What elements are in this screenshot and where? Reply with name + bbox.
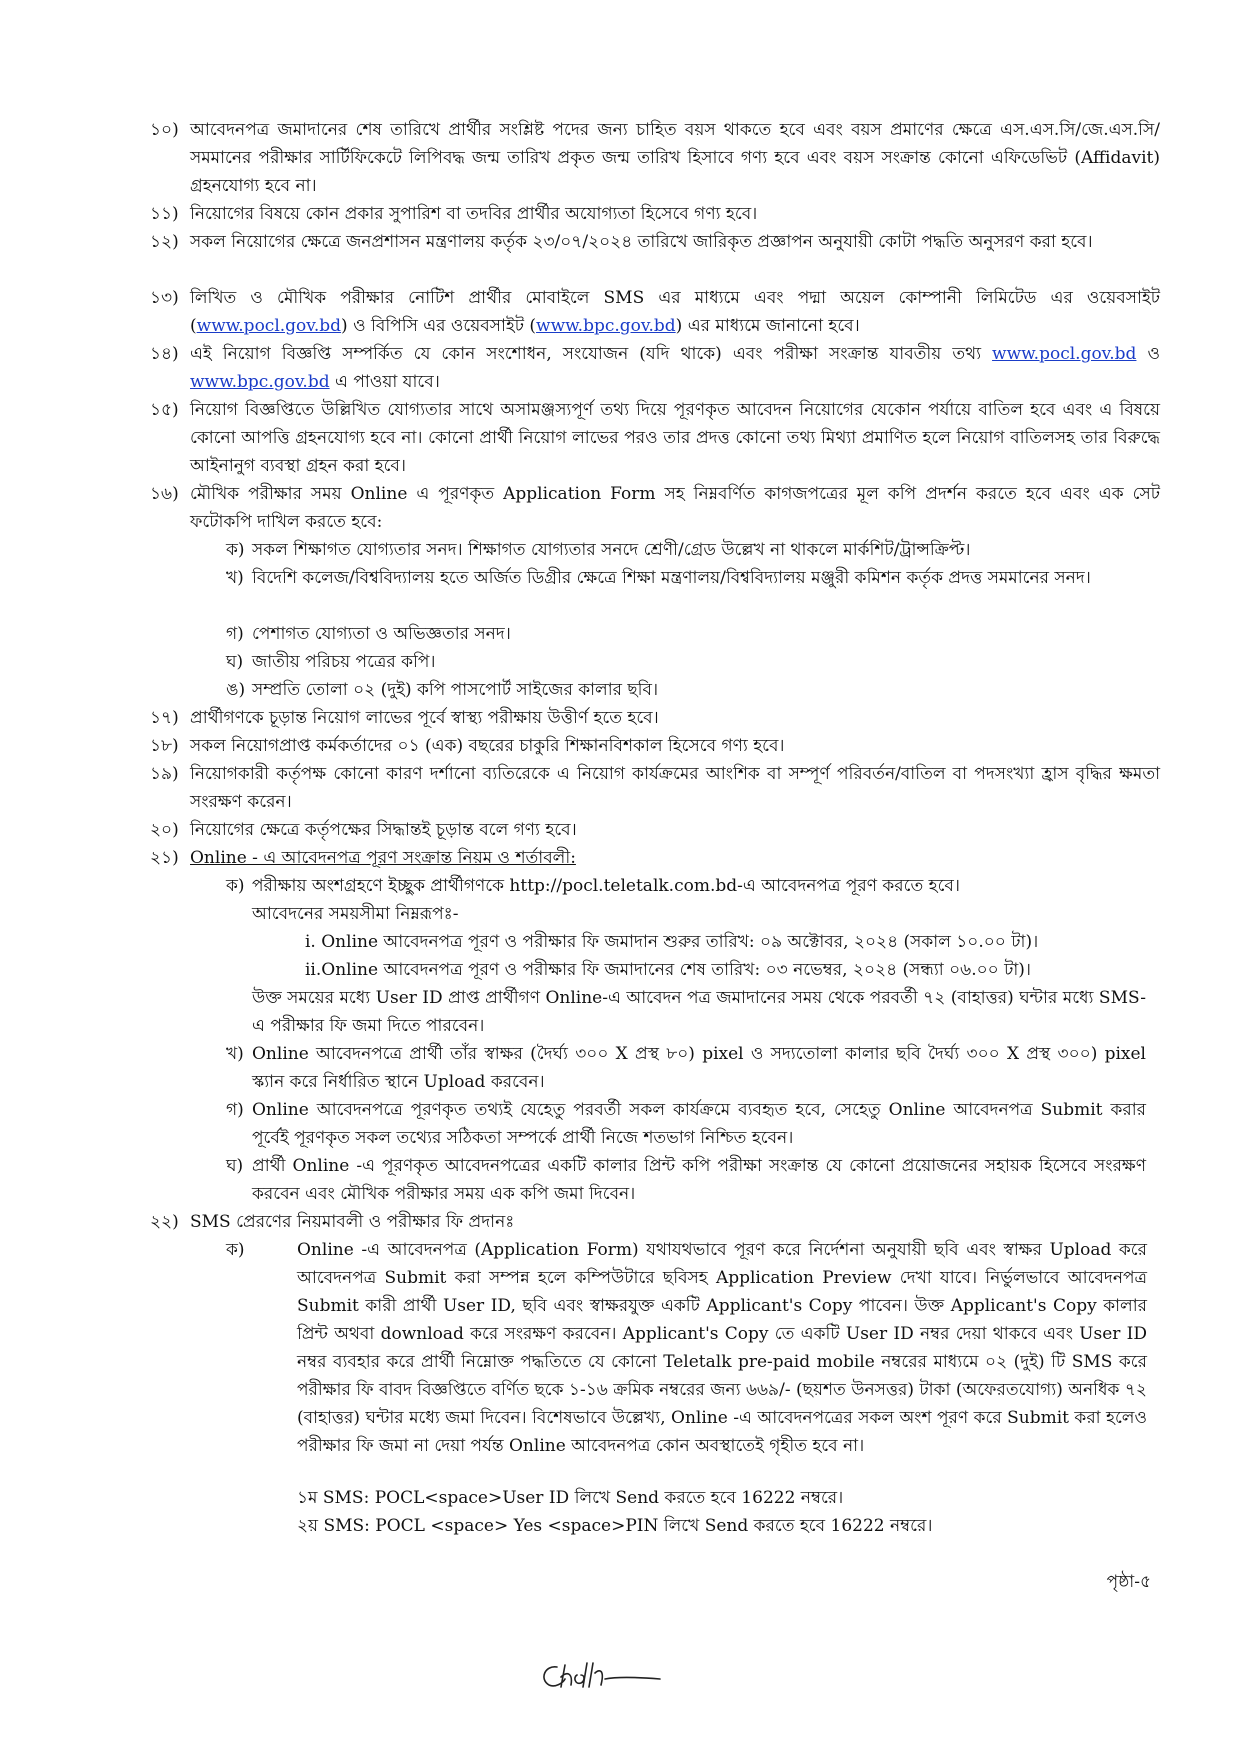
sub-text: পেশাগত যোগ্যতা ও অভিজ্ঞতার সনদ।: [252, 624, 511, 644]
clause-16-sub-ka: [226, 536, 1146, 564]
clause-18: [150, 732, 1160, 760]
sms-instruction-2: ২য় SMS: POCL <space> Yes <space>PIN লিখে Send করতে হবে 16222 নম্বরে।: [297, 1516, 933, 1536]
clause-number: ২১): [150, 848, 179, 868]
sub-text: Online আবেদনপত্রে পূরণকৃত তথ্যই যেহেতু পরবর্তী সকল কার্যক্রমে ব্যবহৃত হবে, সেহেতু Online আবেদনপত্র Submit করার পূর্বেই পূরণকৃত সকল তথ্যের সঠিকতা সম্পর্কে প্রার্থী নিজে শতভাগ নিশ্চিত হবেন।: [252, 1100, 1146, 1148]
bpc-website-link[interactable]: www.bpc.gov.bd: [536, 316, 676, 336]
clause-16-sub-kha: [226, 564, 1146, 592]
clause-text: আবেদনপত্র জমাদানের শেষ তারিখে প্রার্থীর সংশ্লিষ্ট পদের জন্য চাহিত বয়স থাকতে হবে এবং বয়স প্রমাণের ক্ষেত্রে এস.এস.সি/জে.এস.সি/সমমানের পরীক্ষার সার্টিফিকেটে লিপিবদ্ধ জন্ম তারিখ প্রকৃত জন্ম তারিখ হিসাবে গণ্য হবে এবং বয়স সংক্রান্ত কোনো এফিডেভিট (Affidavit) গ্রহনযোগ্য হবে না।: [190, 120, 1160, 196]
clause-number: ১৬): [150, 484, 179, 504]
clause-text: নিয়োগের বিষয়ে কোন প্রকার সুপারিশ বা তদবির প্রার্থীর অযোগ্যতা হিসেবে গণ্য হবে।: [190, 204, 758, 224]
clause-16-sub-ga: [226, 620, 1146, 648]
sub-text: সকল শিক্ষাগত যোগ্যতার সনদ। শিক্ষাগত যোগ্যতার সনদে শ্রেণী/গ্রেড উল্লেখ না থাকলে মার্কশিট/ট্রান্সক্রিপ্ট।: [252, 540, 971, 560]
clause-20: [150, 816, 1160, 844]
bpc-website-link[interactable]: www.bpc.gov.bd: [190, 372, 330, 392]
clause-number: ১২): [150, 232, 179, 252]
clause-16-sub-gha: [226, 648, 1146, 676]
clause-15: [150, 396, 1160, 480]
sub-number: ক): [226, 540, 245, 560]
pocl-website-link[interactable]: www.pocl.gov.bd: [196, 316, 342, 336]
clause-21-sub-ga: [226, 1096, 1146, 1152]
pocl-website-link[interactable]: www.pocl.gov.bd: [992, 344, 1137, 364]
clause-17: [150, 704, 1160, 732]
clause-14: [150, 340, 1160, 396]
clause-number: ১৭): [150, 708, 179, 728]
clause-10: [150, 116, 1160, 200]
sub-number: খ): [226, 568, 244, 588]
clause-number: ১১): [150, 204, 179, 224]
clause-text: প্রার্থীগণকে চূড়ান্ত নিয়োগ লাভের পূর্বে স্বাস্থ্য পরীক্ষায় উত্তীর্ণ হতে হবে।: [190, 708, 659, 728]
sub-number: ক): [226, 876, 245, 896]
sub-text: Online আবেদনপত্রে প্রার্থী তাঁর স্বাক্ষর (দৈর্ঘ্য ৩০০ X প্রস্থ ৮০) pixel ও সদ্যতোলা কালার ছবি দৈর্ঘ্য ৩০০ X প্রস্থ ৩০০) pixel স্ক্যান করে নির্ধারিত স্থানে Upload করবেন।: [252, 1044, 1146, 1092]
sub-number: গ): [226, 624, 244, 644]
sub-number: ঙ): [226, 680, 246, 700]
sub-text: পরীক্ষায় অংশগ্রহণে ইচ্ছুক প্রার্থীগণকে http://pocl.teletalk.com.bd-এ আবেদনপত্র পূরণ করতে হবে।: [252, 876, 960, 896]
timeline-label: আবেদনের সময়সীমা নিম্নরূপঃ-: [252, 904, 459, 924]
clause-21-sub-ka: [226, 872, 1146, 900]
clause-13: [150, 284, 1160, 340]
clause-text: সকল নিয়োগপ্রাপ্ত কর্মকর্তাদের ০১ (এক) বছরের চাকুরি শিক্ষানবিশকাল হিসেবে গণ্য হবে।: [190, 736, 785, 756]
clause-21-sub-gha: [226, 1152, 1146, 1208]
clause-21-heading: Online - এ আবেদনপত্র পূরণ সংক্রান্ত নিয়ম ও শর্তাবলী:: [190, 848, 576, 868]
clause-number: ১০): [150, 120, 179, 140]
sub-text: সম্প্রতি তোলা ০২ (দুই) কপি পাসপোর্ট সাইজের কালার ছবি।: [252, 680, 659, 700]
clause-text: এই নিয়োগ বিজ্ঞপ্তি সম্পর্কিত যে কোন সংশোধন, সংযোজন (যদি থাকে) এবং পরীক্ষা সংক্রান্ত যাবতীয় তথ্য www.pocl.gov.bd ও www.bpc.gov.bd এ পাওয়া যাবে।: [190, 344, 1160, 392]
clause-19: [150, 760, 1160, 816]
sub-text: জাতীয় পরিচয় পত্রের কপি।: [252, 652, 436, 672]
clause-text: লিখিত ও মৌখিক পরীক্ষার নোটিশ প্রার্থীর মোবাইলে SMS এর মাধ্যমে এবং পদ্মা অয়েল কোম্পানী লিমিটেড এর ওয়েবসাইট (www.pocl.gov.bd) ও বিপিসি এর ওয়েবসাইট (www.bpc.gov.bd) এর মাধ্যমে জানানো হবে।: [190, 288, 1160, 336]
sub-number: গ): [226, 1100, 244, 1120]
clause-text: মৌখিক পরীক্ষার সময় Online এ পূরণকৃত Application Form সহ নিম্নবর্ণিত কাগজপত্রের মূল কপি প্রদর্শন করতে হবে এবং এক সেট ফটোকপি দাখিল করতে হবে:: [190, 484, 1160, 532]
sub-number: ঘ): [226, 1156, 244, 1176]
clause-text: নিয়োগের ক্ষেত্রে কর্তৃপক্ষের সিদ্ধান্তই চূড়ান্ত বলে গণ্য হবে।: [190, 820, 577, 840]
sub-number: ঘ): [226, 652, 244, 672]
clause-12: [150, 228, 1160, 256]
clause-11: [150, 200, 1160, 228]
timeline-note: উক্ত সময়ের মধ্যে User ID প্রাপ্ত প্রার্থীগণ Online-এ আবেদন পত্র জমাদানের সময় থেকে পরবর্তী ৭২ (বাহাত্তর) ঘন্টার মধ্যে SMS-এ পরীক্ষার ফি জমা দিতে পারবেন।: [252, 988, 1146, 1036]
sub-text: বিদেশি কলেজ/বিশ্ববিদ্যালয় হতে অর্জিত ডিগ্রীর ক্ষেত্রে শিক্ষা মন্ত্রণালয়/বিশ্ববিদ্যালয় মঞ্জুরী কমিশন কর্তৃক প্রদত্ত সমমানের সনদ।: [252, 568, 1091, 588]
clause-number: ১৫): [150, 400, 179, 420]
clause-text: সকল নিয়োগের ক্ষেত্রে জনপ্রশাসন মন্ত্রণালয় কর্তৃক ২৩/০৭/২০২৪ তারিখে জারিকৃত প্রজ্ঞাপন অনুযায়ী কোটা পদ্ধতি অনুসরণ করা হবে।: [190, 232, 1093, 252]
sub-number: ক): [226, 1240, 245, 1260]
clause-number: ১৯): [150, 764, 179, 784]
clause-number: ১৩): [150, 288, 179, 308]
timeline-start: i. Online আবেদনপত্র পূরণ ও পরীক্ষার ফি জমাদান শুরুর তারিখ: ০৯ অক্টোবর, ২০২৪ (সকাল ১০.০০ টা)।: [305, 932, 1039, 952]
clause-22: [150, 1208, 1160, 1236]
clause-number: ২২): [150, 1212, 179, 1232]
clause-number: ২০): [150, 820, 179, 840]
clause-text: নিয়োগ বিজ্ঞপ্তিতে উল্লিখিত যোগ্যতার সাথে অসামঞ্জস্যপূর্ণ তথ্য দিয়ে পূরণকৃত আবেদন নিয়োগের যেকোন পর্যায়ে বাতিল হবে এবং এ বিষয়ে কোনো আপত্তি গ্রহনযোগ্য হবে না। কোনো প্রার্থী নিয়োগ লাভের পরও তার প্রদত্ত কোনো তথ্য মিথ্যা প্রমাণিত হলে নিয়োগ বাতিলসহ তার বিরুদ্ধে আইনানুগ ব্যবস্থা গ্রহন করা হবে।: [190, 400, 1160, 476]
sub-text: প্রার্থী Online -এ পূরণকৃত আবেদনপত্রের একটি কালার প্রিন্ট কপি পরীক্ষা সংক্রান্ত যে কোনো প্রয়োজনের সহায়ক হিসেবে সংরক্ষণ করবেন এবং মৌখিক পরীক্ষার সময় এক কপি জমা দিবেন।: [252, 1156, 1146, 1204]
clause-16: [150, 480, 1160, 536]
clause-21: [150, 844, 1160, 872]
signature-mark: [535, 1655, 685, 1695]
sub-number: খ): [226, 1044, 244, 1064]
signature: [535, 1655, 685, 1695]
clause-text: নিয়োগকারী কর্তৃপক্ষ কোনো কারণ দর্শানো ব্যতিরেকে এ নিয়োগ কার্যক্রমের আংশিক বা সম্পূর্ণ পরিবর্তন/বাতিল বা পদসংখ্যা হ্রাস বৃদ্ধির ক্ষমতা সংরক্ষণ করেন।: [190, 764, 1160, 812]
timeline-end: ii.Online আবেদনপত্র পূরণ ও পরীক্ষার ফি জমাদানের শেষ তারিখ: ০৩ নভেম্বর, ২০২৪ (সন্ধ্যা ০৬.০০ টা)।: [305, 960, 1032, 980]
clause-number: ১৮): [150, 736, 179, 756]
sms-instruction-1: ১ম SMS: POCL<space>User ID লিখে Send করতে হবে 16222 নম্বরে।: [297, 1488, 844, 1508]
page-number: পৃষ্ঠা-৫: [1106, 1572, 1151, 1592]
clause-number: ১৪): [150, 344, 179, 364]
clause-16-sub-umo: [226, 676, 1146, 704]
clause-22-sub-ka-text: Online -এ আবেদনপত্র (Application Form) যথাযথভাবে পূরণ করে নির্দেশনা অনুযায়ী ছবি এবং স্বাক্ষর Upload করে আবেদনপত্র Submit করা সম্পন্ন হলে কম্পিউটারে ছবিসহ Application Preview দেখা যাবে। নির্ভুলভাবে আবেদনপত্র Submit কারী প্রার্থী User ID, ছবি এবং স্বাক্ষরযুক্ত একটি Applicant's Copy পাবেন। উক্ত Applicant's Copy কালার প্রিন্ট অথবা download করে সংরক্ষণ করবেন। Applicant's Copy তে একটি User ID নম্বর দেয়া থাকবে এবং User ID নম্বর ব্যবহার করে প্রার্থী নিম্নোক্ত পদ্ধতিতে যে কোনো Teletalk pre-paid mobile নম্বরের মাধ্যমে ০২ (দুই) টি SMS করে পরীক্ষার ফি বাবদ বিজ্ঞপ্তিতে বর্ণিত ছকে ১-১৬ ক্রমিক নম্বরের জন্য ৬৬৯/- (ছয়শত উনসত্তর) টাকা (অফেরতযোগ্য) অনধিক ৭২ (বাহাত্তর) ঘন্টার মধ্যে জমা দিবেন। বিশেষভাবে উল্লেখ্য, Online -এ আবেদনপত্রের সকল অংশ পূরণ করে Submit করা হলেও পরীক্ষার ফি জমা না দেয়া পর্যন্ত Online আবেদনপত্র কোন অবস্থাতেই গৃহীত হবে না।: [297, 1240, 1147, 1456]
clause-22-heading: SMS প্রেরণের নিয়মাবলী ও পরীক্ষার ফি প্রদানঃ: [190, 1212, 515, 1232]
clause-21-sub-kha: [226, 1040, 1146, 1096]
